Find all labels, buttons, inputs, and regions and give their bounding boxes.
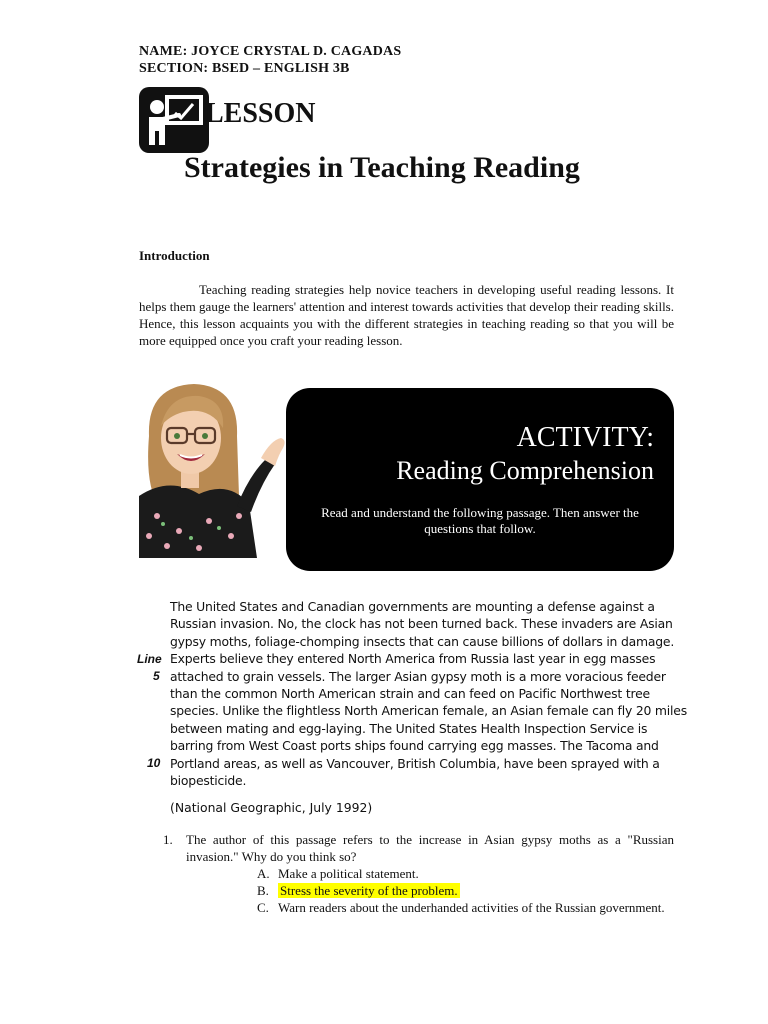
- passage-line: Experts believe they entered North America from Russia last year in egg masses: [170, 651, 656, 667]
- option-text: Warn readers about the underhanded activities of the Russian government.: [278, 900, 665, 915]
- passage-line: between mating and egg-laying. The United States Health Inspection Service is: [170, 720, 648, 736]
- option-b: [257, 882, 674, 899]
- lesson-title: Strategies in Teaching Reading: [184, 151, 580, 184]
- activity-instruction: Read and understand the following passage. Then answer the questions that follow.: [321, 505, 639, 536]
- line-marker-label: Line: [137, 652, 162, 666]
- question-number: 1.: [163, 832, 173, 847]
- line-marker-5: 5: [153, 669, 160, 683]
- passage-line: Portland areas, as well as Vancouver, British Columbia, have been sprayed with a: [170, 755, 660, 771]
- passage-line: gypsy moths, foliage-chomping insects that can cause billions of dollars in damage.: [170, 633, 675, 649]
- question-text: The author of this passage refers to the increase in Asian gypsy moths as a "Russian invasion." Why do you think so?: [186, 832, 674, 864]
- passage-line: barring from West Coast ports ships found carrying egg masses. The Tacoma and: [170, 738, 659, 754]
- introduction-paragraph: Teaching reading strategies help novice teachers in developing useful reading lessons. It helps them gauge the learners' attention and interest towards activities that develop their reading skills. Hence, this lesson acquaints you with the different strategies in teaching reading so that you will be more equipped once you craft your reading lesson.: [139, 282, 674, 348]
- passage-line: species. Unlike the flightless North American female, an Asian female can fly 20 miles: [170, 703, 687, 719]
- answer-options: [257, 865, 674, 916]
- passage-line: attached to grain vessels. The larger Asian gypsy moth is a more voracious feeder: [170, 668, 666, 684]
- introduction-heading: Introduction: [139, 248, 210, 263]
- option-letter: A.: [257, 866, 270, 881]
- lesson-label: LESSON: [205, 98, 316, 129]
- activity-subtitle: Reading Comprehension: [396, 456, 654, 485]
- option-letter: C.: [257, 900, 269, 915]
- passage-line: The United States and Canadian governments are mounting a defense against a: [170, 599, 655, 614]
- reading-passage: [170, 598, 687, 789]
- highlighted-answer: Stress the severity of the problem.: [280, 883, 458, 898]
- option-letter: B.: [257, 883, 269, 898]
- passage-line: biopesticide.: [170, 773, 247, 789]
- option-c: [257, 899, 674, 916]
- teacher-cartoon-illustration: [139, 376, 289, 558]
- student-info: [139, 43, 401, 77]
- student-section: SECTION: BSED – ENGLISH 3B: [139, 61, 350, 76]
- passage-citation: (National Geographic, July 1992): [170, 800, 373, 815]
- line-marker-10: 10: [147, 756, 161, 770]
- option-a: [257, 865, 674, 882]
- activity-banner: [286, 388, 674, 571]
- teacher-presentation-icon: [139, 87, 209, 153]
- passage-line: than the common North American strain and can feed on Pacific Northwest tree: [170, 686, 650, 702]
- passage-line: Russian invasion. No, the clock has not been turned back. These invaders are Asian: [170, 616, 673, 632]
- option-text: Make a political statement.: [278, 866, 419, 881]
- activity-title: ACTIVITY:: [516, 422, 654, 453]
- student-name: NAME: JOYCE CRYSTAL D. CAGADAS: [139, 44, 402, 59]
